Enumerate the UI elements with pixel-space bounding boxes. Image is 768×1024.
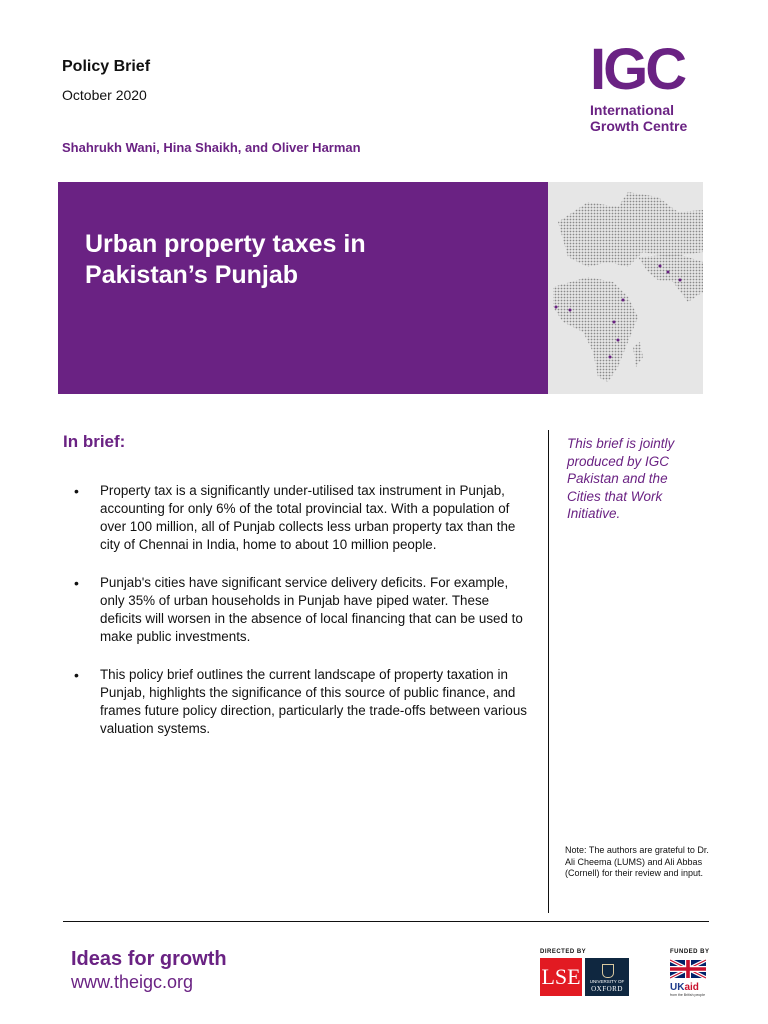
world-map-graphic [548, 182, 703, 394]
ukaid-uk: UK [670, 982, 685, 993]
funded-by-label: FUNDED BY [670, 949, 710, 955]
sidebar-note: This brief is jointly produced by IGC Pakistan and the Cities that Work Initiative. [567, 436, 675, 521]
oxford-logo [585, 958, 629, 996]
igc-logo-mark: IGC [590, 37, 685, 102]
igc-logo [590, 37, 710, 134]
world-map-dotted-icon [548, 182, 703, 394]
ukaid-logo [670, 982, 699, 993]
ukaid-aid: aid [684, 982, 699, 993]
logo-name-line2: Growth Centre [590, 118, 688, 134]
list-item-text: This policy brief outlines the current landscape of property taxation in Punjab, highlights the significance of this source of public finance, and frames future policy direction, particularly the trade-offs between various valuation systems. [100, 667, 527, 736]
in-brief-heading: In brief: [63, 432, 126, 451]
list-item-text: Property tax is a significantly under-utilised tax instrument in Punjab, accounting for only 6% of the total provincial tax. With a population of over 100 million, all of Punjab collects less urban property tax than the city of Chennai in India, home to about 10 million people. [100, 483, 516, 552]
directed-by-label: DIRECTED BY [540, 949, 587, 955]
logo-name-line1: International [590, 102, 675, 118]
list-item [100, 482, 530, 554]
igc-logo-name [590, 102, 710, 134]
authors: Shahrukh Wani, Hina Shaikh, and Oliver Harman [62, 140, 361, 155]
document-type: Policy Brief [62, 58, 151, 75]
list-item-text: Punjab's cities have significant service delivery deficits. For example, only 35% of urban households in Punjab have piped water. These deficits will worsen in the absence of local financing that can be used to make public investments. [100, 575, 523, 644]
lse-logo: LSE [540, 958, 582, 996]
union-flag-icon [670, 958, 706, 980]
acknowledgement-note: Note: The authors are grateful to Dr. Ali Cheema (LUMS) and Ali Abbas (Cornell) for their review and input. [565, 845, 709, 878]
page-title [85, 229, 366, 291]
footer-tagline: Ideas for growth [71, 948, 227, 970]
ukaid-subtext: from the British people [670, 993, 706, 997]
list-item [100, 666, 530, 738]
oxford-logo-small-text: UNIVERSITY OF [589, 979, 625, 984]
publication-date: October 2020 [62, 87, 147, 103]
title-line-1: Urban property taxes in [85, 230, 366, 258]
list-item [100, 574, 530, 646]
title-line-2: Pakistan’s Punjab [85, 261, 299, 289]
footer-divider [63, 921, 709, 922]
oxford-crest-icon [602, 964, 614, 978]
website-link[interactable]: www.theigc.org [71, 972, 194, 992]
in-brief-list [100, 482, 530, 758]
column-divider [548, 430, 549, 913]
oxford-logo-text: OXFORD [591, 985, 623, 993]
title-banner [58, 182, 548, 394]
